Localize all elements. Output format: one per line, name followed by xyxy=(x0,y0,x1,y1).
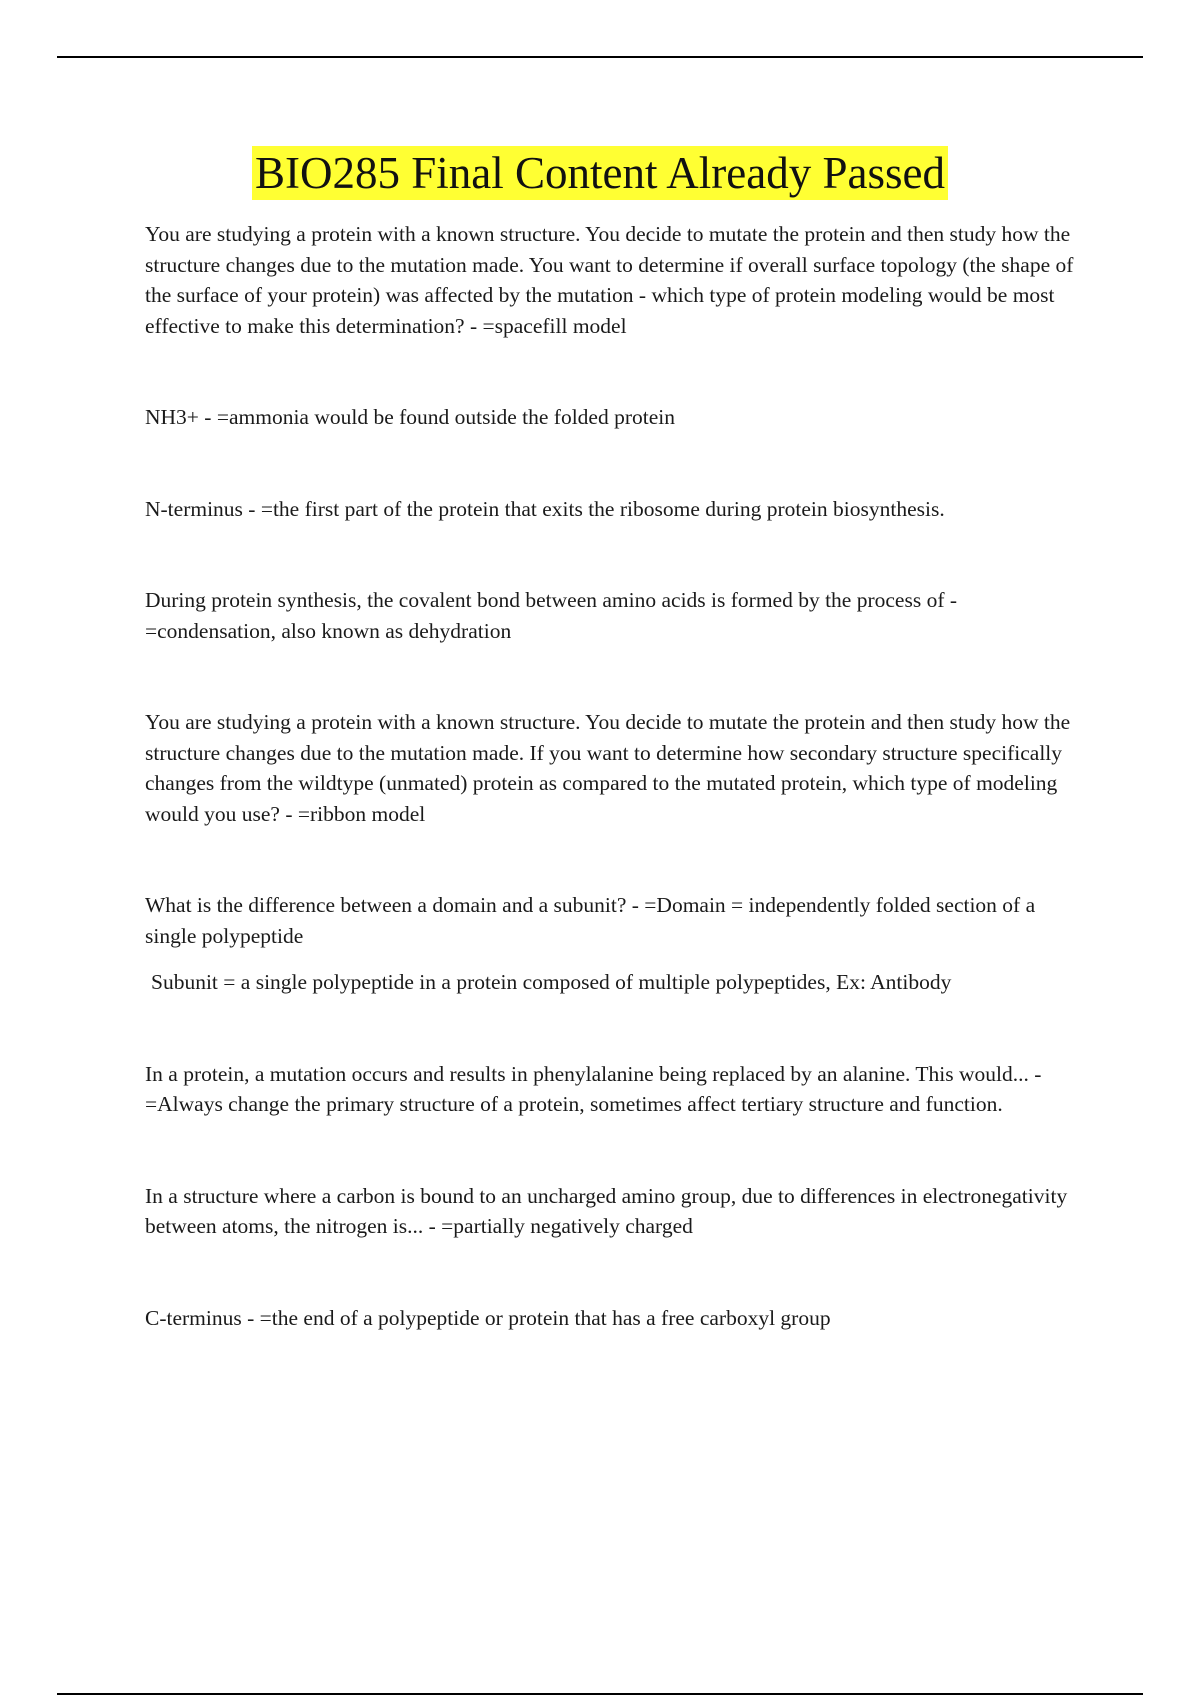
qa-entry-3: N-terminus - =the first part of the protein that exits the ribosome during protein biosynthesis. xyxy=(145,496,945,521)
qa-entry-6: What is the difference between a domain and a subunit? - =Domain = independently folded section of a single polypeptide xyxy=(145,893,1036,948)
qa-entry-2: NH3+ - =ammonia would be found outside the folded protein xyxy=(145,405,675,429)
qa-entry-8: In a structure where a carbon is bound to an uncharged amino group, due to differences in electronegativity between atoms, the nitrogen is... - =partially negatively charged xyxy=(145,1183,1068,1238)
page-title: BIO285 Final Content Already Passed xyxy=(252,146,948,200)
bottom-divider xyxy=(57,1693,1143,1695)
qa-entry-6-continued: Subunit = a single polypeptide in a protein composed of multiple polypeptides, Ex: Antibody xyxy=(151,970,952,994)
qa-entry-4: During protein synthesis, the covalent bond between amino acids is formed by the process of - =condensation, also known as dehydration xyxy=(145,588,958,643)
top-divider xyxy=(57,56,1143,58)
title-container xyxy=(0,146,1200,200)
qa-entry-5: You are studying a protein with a known structure. You decide to mutate the protein and then study how the structure changes due to the mutation made. If you want to determine how secondary structure specifically changes from the wildtype (unmated) protein as compared to the mutated protein, which type of modeling would you use? - =ribbon model xyxy=(145,710,1071,826)
qa-entry-1: You are studying a protein with a known structure. You decide to mutate the protein and then study how the structure changes due to the mutation made. You want to determine if overall surface topology (the shape of the surface of your protein) was affected by the mutation - which type of protein modeling would be most effective to make this determination? - =spacefill model xyxy=(145,222,1074,338)
document-body xyxy=(145,219,1090,1333)
qa-entry-9: C-terminus - =the end of a polypeptide or protein that has a free carboxyl group xyxy=(145,1305,831,1330)
qa-entry-7: In a protein, a mutation occurs and results in phenylalanine being replaced by an alanine. This would... - =Always change the primary structure of a protein, sometimes affect tertiary structure and function. xyxy=(145,1061,1042,1116)
